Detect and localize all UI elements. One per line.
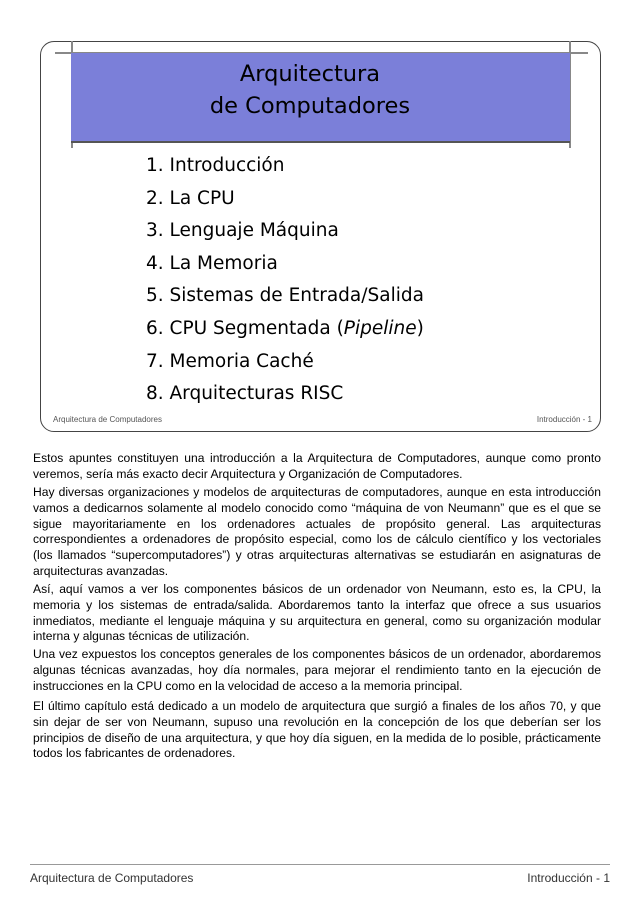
- slide-footer-left: Arquitectura de Computadores: [53, 415, 162, 424]
- toc-item: 6. CPU Segmentada (Pipeline): [146, 317, 424, 339]
- paragraph: Hay diversas organizaciones y modelos de arquitecturas de computadores, aunque en esta introducción vamos a dedicarnos solamente al modelo conocido como “máquina de von Neumann” que es el que se sigue mayoritariamente en los ordenadores actuales de propósito general. Las arquitecturas correspondientes a ordenadores de propósito especial, como los de cálculo científico y los vectoriales (los llamados “supercomputadores”) y otras arquitecturas alternativas se estudiarán en asignaturas de arquitecturas avanzadas.: [33, 485, 601, 578]
- paragraph: Estos apuntes constituyen una introducción a la Arquitectura de Computadores, aunque como pronto veremos, sería más exacto decir Arquitectura y Organización de Computadores.: [33, 451, 601, 481]
- slide-title-line2: de Computadores: [209, 93, 411, 119]
- toc-item: 3. Lenguaje Máquina: [146, 220, 339, 242]
- paragraph: Así, aquí vamos a ver los componentes básicos de un ordenador von Neumann, esto es, la CPU, la memoria y los sistemas de entrada/salida. Abordaremos tanto la interfaz que ofrece a sus usuarios inmediatos, mediante el lenguaje máquina y su arquitectura en general, como su organización modular interna y algunas técnicas de utilización.: [33, 582, 601, 644]
- toc-item: 7. Memoria Caché: [146, 350, 314, 372]
- toc-item: 2. La CPU: [146, 187, 235, 209]
- table-of-contents: [146, 150, 424, 411]
- paragraph: Una vez expuestos los conceptos generales de los componentes básicos de un ordenador, abordaremos algunas técnicas avanzadas, hoy día normales, para mejorar el rendimiento tanto en la ejecución de instrucciones en la CPU como en la velocidad de acceso a la memoria principal.: [33, 647, 601, 693]
- slide-title: [170, 58, 450, 122]
- toc-item: 4. La Memoria: [146, 252, 278, 274]
- toc-item: 8. Arquitecturas RISC: [146, 383, 344, 405]
- page-footer-right: Introducción - 1: [527, 871, 610, 885]
- toc-item: 1. Introducción: [146, 155, 285, 176]
- paragraph: El último capítulo está dedicado a un modelo de arquitectura que surgió a finales de los años 70, y que sin dejar de ser von Neumann, supuso una revolución en la concepción de los que deberían ser los principios de diseño de una arquitectura, y que hoy día siguen, en la medida de lo posible, prácticamente todos los fabricantes de ordenadores.: [33, 699, 601, 761]
- page-footer-left: Arquitectura de Computadores: [30, 871, 194, 885]
- slide-title-line1: Arquitectura: [239, 61, 381, 87]
- footer-divider: [30, 864, 610, 865]
- toc-item: 5. Sistemas de Entrada/Salida: [146, 285, 424, 307]
- slide-footer-right: Introducción - 1: [536, 415, 592, 424]
